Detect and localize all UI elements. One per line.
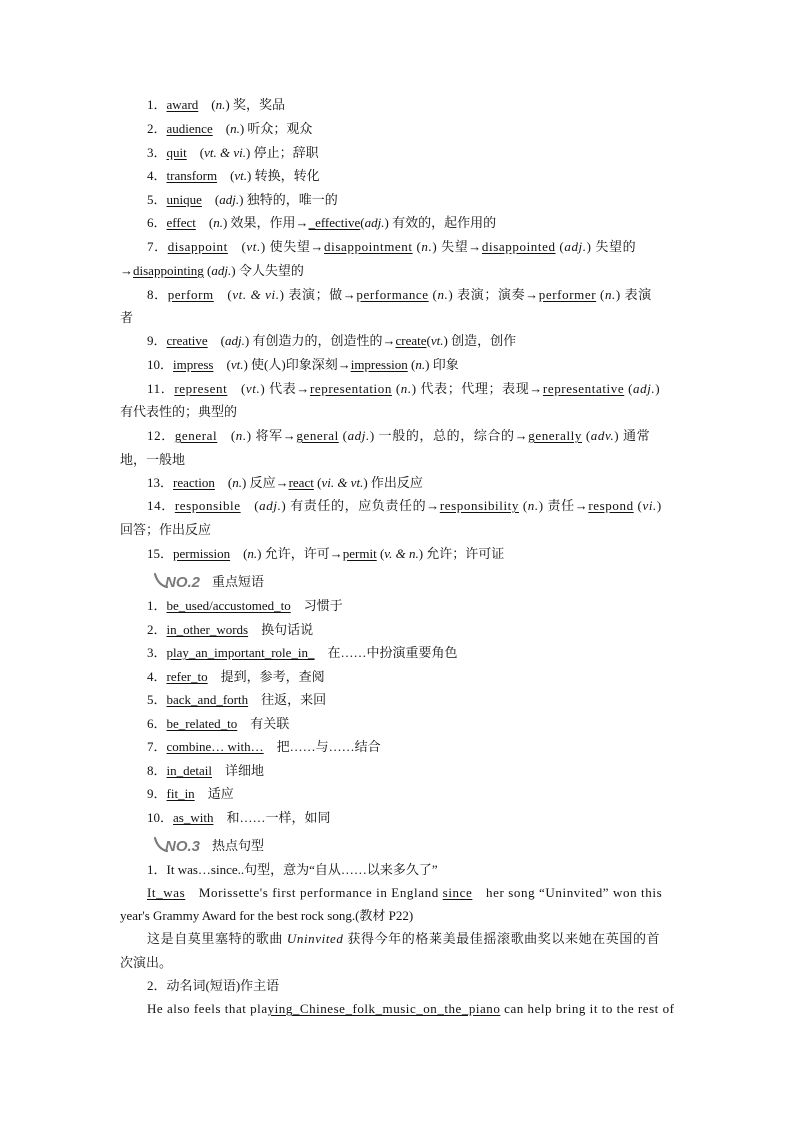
line-text: her song “Uninvited” won this — [472, 885, 663, 900]
line-text: ) 奖，奖品 — [225, 97, 285, 112]
line-text: 在……中扮演重要角色 — [314, 645, 458, 660]
line-text: ) 独特的，唯一的 — [239, 192, 338, 207]
part-of-speech: Uninvited — [286, 931, 344, 946]
line-text: ) 创造，创作 — [443, 333, 517, 348]
line-text: 4． — [147, 669, 167, 684]
line-text: ( — [582, 428, 591, 443]
line-text: → — [120, 263, 133, 278]
line-text: ( — [186, 145, 205, 160]
line-text: ( — [214, 475, 233, 490]
sentence-line — [120, 954, 172, 972]
answer-word: disappointed — [481, 239, 556, 254]
answer-word: unique — [166, 192, 202, 207]
sentence-line — [147, 861, 438, 879]
line-text: 提到，参考，查阅 — [207, 669, 325, 684]
line-text: ( — [407, 357, 416, 372]
phrase-line — [147, 785, 234, 803]
part-of-speech: adj. — [211, 263, 232, 278]
line-text: 8． — [147, 763, 167, 778]
sentence-line — [147, 1000, 674, 1018]
line-text: 者 — [120, 310, 134, 325]
part-of-speech: n. — [604, 287, 616, 302]
line-text: ( — [596, 287, 605, 302]
line-text: ) 表演 — [615, 287, 652, 302]
answer-word: responsible — [174, 498, 241, 513]
part-of-speech: adj. — [219, 192, 240, 207]
answer-word: award — [166, 97, 199, 112]
part-of-speech: vt. — [430, 333, 444, 348]
line-text: 5． — [147, 192, 167, 207]
part-of-speech: adj. — [633, 381, 656, 396]
line-text: ) 表演；做→ — [279, 287, 357, 302]
part-of-speech: vt. — [245, 381, 261, 396]
line-text: 6． — [147, 716, 167, 731]
line-text: ( — [412, 239, 422, 254]
vocab-line — [147, 380, 660, 398]
answer-word: as_with — [173, 810, 214, 825]
answer-word: refer_to — [166, 669, 208, 684]
line-text: 1． — [147, 97, 167, 112]
vocab-line — [147, 332, 516, 350]
line-text: 往返，来回 — [248, 692, 327, 707]
answer-word: create — [395, 333, 427, 348]
part-of-speech: n. — [400, 381, 412, 396]
answer-word: performance — [356, 287, 429, 302]
line-text: ( — [428, 287, 438, 302]
line-text: ) 代表→ — [260, 381, 310, 396]
part-of-speech: vi. & vt. — [321, 475, 364, 490]
answer-word: performer — [538, 287, 597, 302]
line-text: ( — [376, 546, 385, 561]
line-text: ( — [633, 498, 643, 513]
answer-word: audience — [166, 121, 213, 136]
line-text: ( — [519, 498, 528, 513]
part-of-speech: vt. — [234, 168, 248, 183]
line-text: ( — [207, 333, 225, 348]
vocab-line — [120, 309, 133, 327]
line-text: ) 通常 — [614, 428, 651, 443]
line-text: 6． — [147, 215, 167, 230]
line-text: 和……一样，如同 — [213, 810, 331, 825]
line-text: 11． — [147, 381, 175, 396]
part-of-speech: n. — [215, 97, 226, 112]
vocab-line — [147, 191, 338, 209]
line-text: 有代表性的；典型的 — [120, 404, 238, 419]
line-text: ) 失望的 — [586, 239, 637, 254]
line-text: 2． — [147, 622, 167, 637]
line-text: ( — [203, 263, 212, 278]
answer-word: in_other_words — [166, 622, 249, 637]
sentence-line — [147, 930, 660, 948]
line-text: 3． — [147, 645, 167, 660]
line-text: ) 印象 — [425, 357, 459, 372]
line-text: ) 反应→ — [241, 475, 289, 490]
answer-word: effect — [166, 215, 196, 230]
line-text: 7． — [147, 739, 167, 754]
section-number-badge — [152, 570, 208, 592]
badge-label: NO.2 — [165, 574, 201, 591]
part-of-speech: adj. — [564, 239, 587, 254]
part-of-speech: vi. — [642, 498, 657, 513]
phrase-line — [147, 644, 458, 662]
part-of-speech: adj. — [225, 333, 245, 348]
sentence-line — [147, 977, 279, 995]
line-text: 10． — [147, 810, 174, 825]
line-text: ) 有创造力的，创造性的→ — [244, 333, 396, 348]
vocab-line — [147, 120, 312, 138]
phrase-line — [147, 621, 313, 639]
answer-word: permission — [173, 546, 231, 561]
line-text: 12． — [147, 428, 175, 443]
answer-word: quit — [166, 145, 187, 160]
answer-word: general — [174, 428, 218, 443]
answer-word: It_was — [147, 885, 186, 900]
answer-word: _effective — [308, 215, 361, 230]
vocab-line — [147, 356, 459, 374]
vocab-line — [120, 403, 237, 421]
line-text: ( — [198, 97, 216, 112]
line-text: ) 停止；辞职 — [245, 145, 319, 160]
answer-word: fit_in — [166, 786, 195, 801]
line-text: ) 允许；许可证 — [418, 546, 505, 561]
answer-word: react — [288, 475, 314, 490]
part-of-speech: n. — [213, 215, 223, 230]
part-of-speech: n. — [527, 498, 539, 513]
answer-word: be_related_to — [166, 716, 238, 731]
line-text: He also feels that pla — [147, 1001, 268, 1016]
part-of-speech: vt. — [230, 357, 244, 372]
line-text: 5． — [147, 692, 167, 707]
line-text: ( — [426, 333, 431, 348]
line-text: 13． — [147, 475, 174, 490]
answer-word: transform — [166, 168, 218, 183]
answer-word: ying_Chinese_folk_music_on_the_piano — [267, 1001, 501, 1016]
line-text: year's Grammy Award for the best rock song.(教材 P22) — [120, 908, 414, 923]
line-text: 回答；作出反应 — [120, 522, 212, 537]
line-text: 1．It was…since..句型，意为“自从……以来多久了” — [147, 862, 438, 877]
line-text: ) 令人失望的 — [231, 263, 304, 278]
answer-word: respond — [588, 498, 634, 513]
line-text: 2．动名词(短语)作主语 — [147, 978, 280, 993]
line-text: ( — [555, 239, 565, 254]
answer-word: play_an_important_role_in_ — [166, 645, 315, 660]
part-of-speech: n. — [421, 239, 433, 254]
line-text: 7． — [147, 239, 168, 254]
answer-word: reaction — [173, 475, 215, 490]
line-text: ( — [338, 428, 348, 443]
line-text: can help bring it to the rest of — [500, 1001, 675, 1016]
part-of-speech: vt. & vi. — [204, 145, 246, 160]
line-text: ( — [240, 498, 260, 513]
answer-word: back_and_forth — [166, 692, 249, 707]
line-text: ) 一般的，总的，综合的→ — [369, 428, 529, 443]
section-number-badge — [152, 834, 208, 856]
phrase-line — [147, 738, 381, 756]
line-text: 这是自莫里塞特的歌曲 — [147, 931, 287, 946]
line-text: 3． — [147, 145, 167, 160]
line-text: ( — [313, 475, 322, 490]
sentence-line — [120, 907, 413, 925]
line-text: ) 失望→ — [432, 239, 482, 254]
line-text: ( — [624, 381, 633, 396]
line-text: 次演出。 — [120, 955, 173, 970]
line-text: ( — [227, 381, 246, 396]
answer-word: impress — [173, 357, 214, 372]
badge-label: NO.3 — [165, 838, 201, 855]
vocab-line — [147, 286, 652, 304]
phrase-line — [147, 809, 330, 827]
answer-word: impression — [350, 357, 408, 372]
line-text: 把……与……结合 — [263, 739, 381, 754]
line-text: ) 听众；观众 — [239, 121, 313, 136]
vocab-line — [147, 545, 504, 563]
line-text: 适应 — [194, 786, 234, 801]
line-text: ) 有责任的，应负责任的→ — [281, 498, 440, 513]
vocab-line — [120, 262, 304, 280]
part-of-speech: n. — [230, 121, 240, 136]
part-of-speech: n. — [437, 287, 449, 302]
line-text: ( — [212, 121, 231, 136]
line-text: ( — [195, 215, 214, 230]
line-text: ) 代表；代理；表现→ — [411, 381, 543, 396]
part-of-speech: n. — [415, 357, 426, 372]
line-text: ( — [213, 357, 231, 372]
line-text: 15． — [147, 546, 174, 561]
vocab-line — [120, 521, 211, 539]
part-of-speech: adj. — [259, 498, 282, 513]
phrase-line — [147, 715, 289, 733]
vocab-line — [147, 167, 320, 185]
answer-word: representative — [542, 381, 625, 396]
answer-word: perform — [167, 287, 214, 302]
line-text: 换句话说 — [248, 622, 314, 637]
part-of-speech: n. — [232, 475, 242, 490]
phrase-line — [147, 691, 326, 709]
line-text: ( — [391, 381, 401, 396]
line-text: 8． — [147, 287, 168, 302]
line-text: ) — [655, 381, 661, 396]
line-text: 14． — [147, 498, 175, 513]
section-title: 重点短语 — [212, 574, 265, 589]
phrase-line — [147, 597, 343, 615]
vocab-line — [147, 214, 496, 232]
vocab-line — [147, 96, 285, 114]
vocab-line — [147, 497, 662, 515]
line-text: ( — [230, 546, 248, 561]
sentence-line — [147, 884, 662, 902]
part-of-speech: adj. — [347, 428, 370, 443]
phrase-line — [147, 762, 264, 780]
answer-word: be_used/accustomed_to — [166, 598, 291, 613]
answer-word: disappointment — [324, 239, 413, 254]
vocab-line — [147, 474, 423, 492]
line-text: ) 责任→ — [538, 498, 589, 513]
answer-word: responsibility — [439, 498, 519, 513]
line-text: ( — [201, 192, 220, 207]
line-text: ( — [360, 215, 365, 230]
line-text: Morissette's first performance in England — [185, 885, 443, 900]
part-of-speech: adv. — [590, 428, 615, 443]
line-text: ) 表演；演奏→ — [448, 287, 539, 302]
line-text: ) 转换，转化 — [247, 168, 320, 183]
line-text: ) 将军→ — [246, 428, 297, 443]
line-text: ) 使(人)印象深刻→ — [243, 357, 351, 372]
line-text: ( — [227, 239, 247, 254]
answer-word: creative — [166, 333, 208, 348]
line-text: ) 使失望→ — [260, 239, 325, 254]
answer-word: disappoint — [167, 239, 228, 254]
part-of-speech: n. — [247, 546, 258, 561]
answer-word: generally — [528, 428, 582, 443]
phrase-line — [147, 668, 325, 686]
part-of-speech: vt. & vi. — [232, 287, 280, 302]
line-text: 9． — [147, 333, 167, 348]
line-text: 2． — [147, 121, 167, 136]
vocab-line — [147, 238, 636, 256]
line-text: 1． — [147, 598, 167, 613]
line-text: 10． — [147, 357, 174, 372]
line-text: 地，一般地 — [120, 452, 186, 467]
part-of-speech: vt. — [246, 239, 261, 254]
part-of-speech: v. & n. — [384, 546, 419, 561]
answer-word: combine… with… — [166, 739, 264, 754]
vocab-line — [147, 427, 650, 445]
line-text: ) 效果，作用→ — [222, 215, 309, 230]
line-text: 详细地 — [212, 763, 265, 778]
line-text: ) 有效的，起作用的 — [384, 215, 497, 230]
vocab-line — [147, 144, 319, 162]
answer-word: since — [442, 885, 473, 900]
line-text: 获得今年的格莱美最佳摇滚歌曲奖以来她在英国的首 — [343, 931, 661, 946]
vocab-line — [120, 451, 185, 469]
line-text: 习惯于 — [290, 598, 343, 613]
line-text: ( — [213, 287, 233, 302]
line-text: ( — [217, 168, 235, 183]
answer-word: represent — [174, 381, 228, 396]
line-text: ) 作出反应 — [363, 475, 423, 490]
part-of-speech: n. — [235, 428, 247, 443]
answer-word: disappointing — [133, 263, 204, 278]
answer-word: permit — [342, 546, 377, 561]
section-title: 热点句型 — [212, 838, 265, 853]
part-of-speech: adj. — [364, 215, 385, 230]
line-text: ( — [217, 428, 236, 443]
line-text: ) — [656, 498, 662, 513]
answer-word: general — [296, 428, 339, 443]
line-text: 4． — [147, 168, 167, 183]
line-text: 有关联 — [237, 716, 290, 731]
line-text: ) 允许，许可→ — [257, 546, 343, 561]
answer-word: in_detail — [166, 763, 213, 778]
answer-word: representation — [309, 381, 392, 396]
line-text: 9． — [147, 786, 167, 801]
